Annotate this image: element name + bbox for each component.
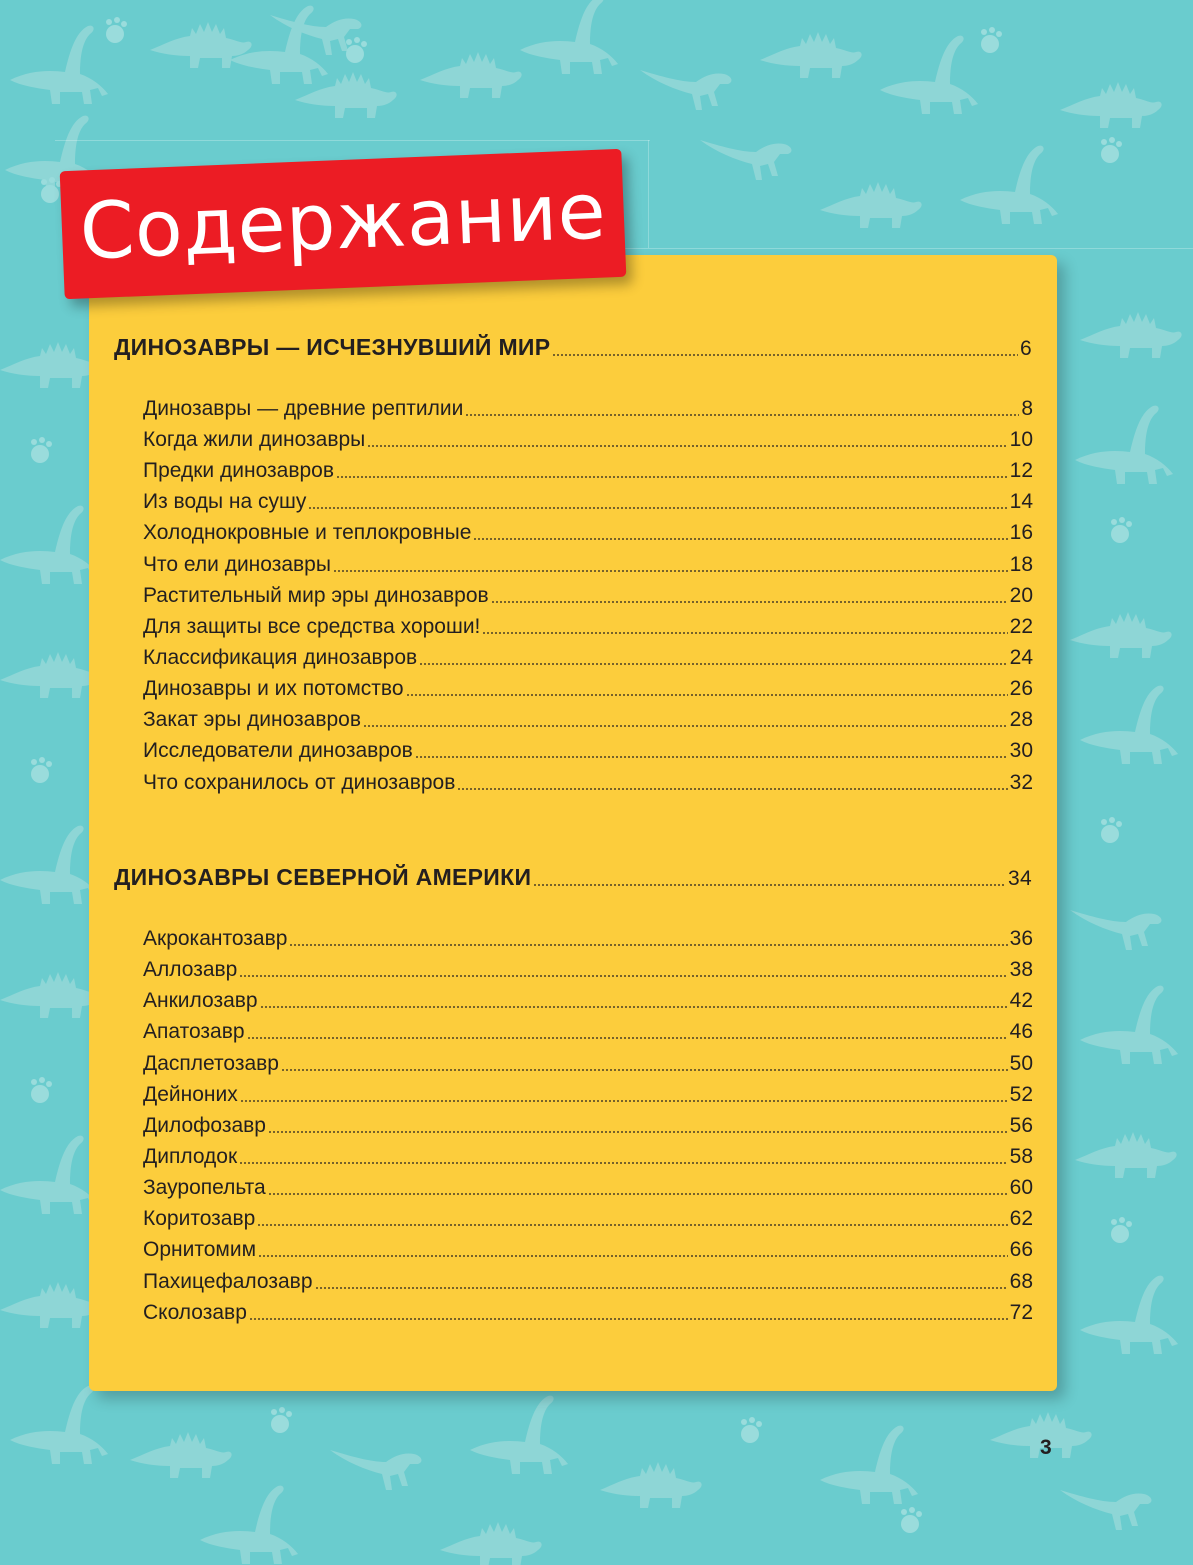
page-number: 3 [1040, 1436, 1052, 1459]
dot-leader [363, 725, 1008, 727]
section-title: ДИНОЗАВРЫ СЕВЕРНОЙ АМЕРИКИ [114, 864, 532, 890]
item-label: Что сохранилось от динозавров [143, 771, 456, 794]
title-tag [60, 149, 627, 299]
toc-item[interactable] [143, 771, 1033, 795]
dot-leader [257, 1224, 1007, 1226]
item-label: Когда жили динозавры [143, 428, 366, 451]
section-title: ДИНОЗАВРЫ — ИСЧЕЗНУВШИЙ МИР [114, 334, 551, 360]
guide-line-vertical [648, 140, 649, 248]
item-page: 42 [1009, 989, 1033, 1012]
dot-leader [240, 1100, 1008, 1102]
item-page: 72 [1009, 1301, 1033, 1324]
dot-leader [533, 884, 1006, 886]
item-label: Растительный мир эры динозавров [143, 584, 489, 607]
item-page: 12 [1009, 459, 1033, 482]
item-label: Коритозавр [143, 1207, 256, 1230]
section-page: 34 [1008, 867, 1032, 890]
item-label: Динозавры — древние рептилии [143, 397, 464, 420]
page-title: Содержание [78, 166, 608, 278]
dot-leader [249, 1318, 1008, 1320]
dot-leader [333, 570, 1008, 572]
toc-item[interactable] [143, 1207, 1033, 1231]
item-page: 30 [1009, 739, 1033, 762]
item-page: 36 [1009, 927, 1033, 950]
toc-section-extinct-world[interactable] [114, 334, 1032, 361]
dot-leader [268, 1193, 1008, 1195]
dot-leader [457, 788, 1007, 790]
item-label: Исследователи динозавров [143, 739, 413, 762]
toc-item[interactable] [143, 1145, 1033, 1169]
toc-item[interactable] [143, 708, 1033, 732]
item-page: 28 [1009, 708, 1033, 731]
toc-item[interactable] [143, 1083, 1033, 1107]
dot-leader [260, 1006, 1008, 1008]
item-page: 60 [1009, 1176, 1033, 1199]
toc-section-north-america[interactable] [114, 864, 1032, 891]
item-page: 66 [1009, 1238, 1033, 1261]
toc-item[interactable] [143, 677, 1033, 701]
item-page: 16 [1009, 521, 1033, 544]
toc-item[interactable] [143, 397, 1033, 421]
section-page: 6 [1020, 337, 1032, 360]
dot-leader [465, 414, 1019, 416]
toc-item[interactable] [143, 459, 1033, 483]
item-label: Аллозавр [143, 958, 238, 981]
dot-leader [281, 1069, 1008, 1071]
item-page: 24 [1009, 646, 1033, 669]
toc-item[interactable] [143, 521, 1033, 545]
item-page: 50 [1009, 1052, 1033, 1075]
item-page: 18 [1009, 553, 1033, 576]
item-label: Орнитомим [143, 1238, 257, 1261]
dot-leader [367, 445, 1007, 447]
item-label: Анкилозавр [143, 989, 258, 1012]
dot-leader [473, 538, 1007, 540]
item-page: 22 [1009, 615, 1033, 638]
dot-leader [239, 1162, 1007, 1164]
dot-leader [415, 756, 1008, 758]
item-page: 62 [1009, 1207, 1033, 1230]
item-label: Дасплетозавр [143, 1052, 279, 1075]
item-page: 8 [1021, 397, 1033, 420]
toc-item[interactable] [143, 646, 1033, 670]
item-label: Классификация динозавров [143, 646, 418, 669]
dot-leader [315, 1287, 1008, 1289]
dot-leader [491, 601, 1008, 603]
toc-item[interactable] [143, 989, 1033, 1013]
item-label: Дилофозавр [143, 1114, 266, 1137]
item-page: 68 [1009, 1270, 1033, 1293]
item-page: 56 [1009, 1114, 1033, 1137]
toc-item[interactable] [143, 1238, 1033, 1262]
dot-leader [406, 694, 1008, 696]
dot-leader [336, 476, 1008, 478]
item-label: Сколозавр [143, 1301, 247, 1324]
toc-item[interactable] [143, 553, 1033, 577]
toc-item[interactable] [143, 1270, 1033, 1294]
dot-leader [482, 632, 1007, 634]
toc-item[interactable] [143, 739, 1033, 763]
item-page: 46 [1009, 1020, 1033, 1043]
item-page: 26 [1009, 677, 1033, 700]
dot-leader [419, 663, 1007, 665]
toc-item[interactable] [143, 927, 1033, 951]
toc-item[interactable] [143, 428, 1033, 452]
item-page: 10 [1009, 428, 1033, 451]
toc-item[interactable] [143, 584, 1033, 608]
toc-item[interactable] [143, 1020, 1033, 1044]
dot-leader [239, 975, 1007, 977]
item-label: Акрокантозавр [143, 927, 288, 950]
dot-leader [258, 1255, 1008, 1257]
toc-item[interactable] [143, 1052, 1033, 1076]
item-label: Диплодок [143, 1145, 238, 1168]
item-label: Динозавры и их потомство [143, 677, 404, 700]
item-page: 32 [1009, 771, 1033, 794]
toc-item[interactable] [143, 490, 1033, 514]
dot-leader [289, 944, 1007, 946]
item-label: Для защиты все средства хороши! [143, 615, 481, 638]
item-label: Что ели динозавры [143, 553, 331, 576]
toc-item[interactable] [143, 1176, 1033, 1200]
dot-leader [552, 354, 1018, 356]
item-page: 58 [1009, 1145, 1033, 1168]
toc-item[interactable] [143, 1114, 1033, 1138]
item-label: Закат эры динозавров [143, 708, 362, 731]
item-label: Из воды на сушу [143, 490, 307, 513]
toc-item[interactable] [143, 1301, 1033, 1325]
item-label: Зауропельта [143, 1176, 266, 1199]
item-label: Предки динозавров [143, 459, 334, 482]
dot-leader [268, 1131, 1008, 1133]
item-label: Холоднокровные и теплокровные [143, 521, 472, 544]
guide-line-bottom [620, 248, 1193, 249]
toc-item[interactable] [143, 958, 1033, 982]
item-label: Пахицефалозавр [143, 1270, 313, 1293]
item-label: Апатозавр [143, 1020, 245, 1043]
dot-leader [308, 507, 1007, 509]
guide-line-horizontal [55, 140, 650, 141]
dot-leader [247, 1037, 1008, 1039]
item-page: 20 [1009, 584, 1033, 607]
toc-item[interactable] [143, 615, 1033, 639]
item-page: 14 [1009, 490, 1033, 513]
item-label: Дейноних [143, 1083, 238, 1106]
item-page: 52 [1009, 1083, 1033, 1106]
item-page: 38 [1009, 958, 1033, 981]
